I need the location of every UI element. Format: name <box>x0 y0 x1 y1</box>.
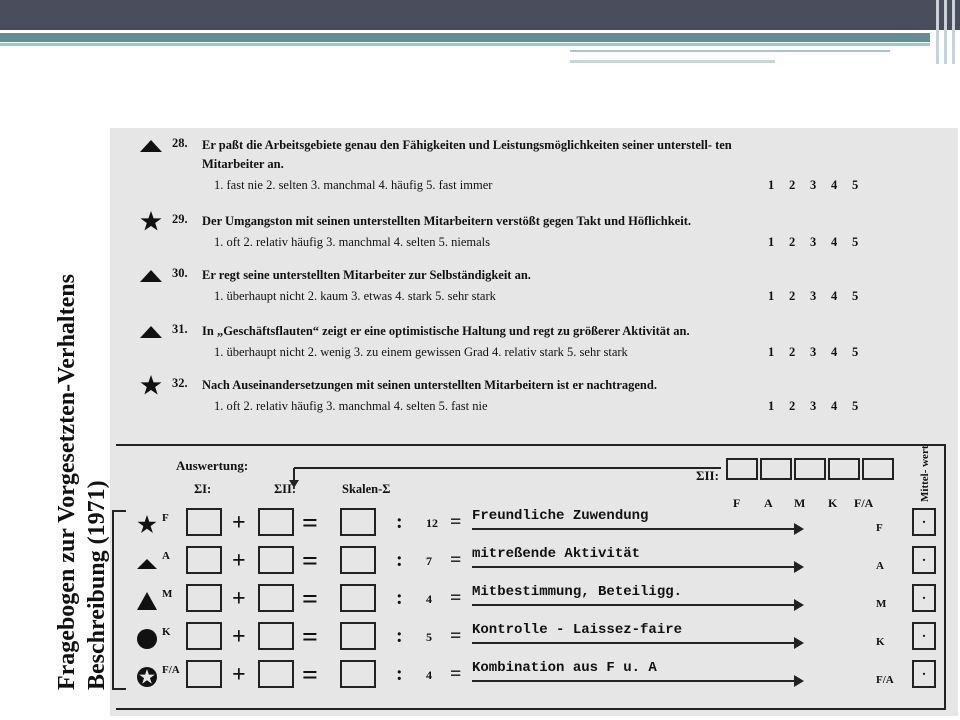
scale-value: 2 <box>789 289 796 303</box>
equals-sign: = <box>302 660 318 691</box>
mean-value-box: . <box>912 622 936 650</box>
family-header-k: K <box>828 496 838 510</box>
scale-value: 4 <box>831 289 838 303</box>
triangle-flat-icon <box>138 264 164 286</box>
slide-title <box>52 110 112 690</box>
col-sum-i-header: ΣI: <box>194 482 212 496</box>
question-options: 1. überhaupt nicht 2. wenig 3. zu einem gewissen Grad 4. relativ stark 5. sehr stark <box>214 345 628 359</box>
question-options: 1. fast nie 2. selten 3. manchmal 4. häufig 5. fast immer <box>214 178 493 192</box>
evaluation-row-m <box>116 584 942 620</box>
circle-star-icon <box>136 666 158 688</box>
question-29 <box>110 208 958 268</box>
equals-sign: = <box>302 622 318 653</box>
evaluation-box <box>116 444 946 710</box>
question-text: Nach Auseinandersetzungen mit seinen unterstellten Mitarbeitern ist er nachtragend. <box>202 378 657 392</box>
evaluation-row-f <box>116 508 942 544</box>
question-scale <box>768 345 873 360</box>
sum-ii-box <box>726 458 758 480</box>
family-header-f: F <box>733 496 741 510</box>
equals-sign: = <box>450 511 462 533</box>
row-label: F <box>876 522 883 534</box>
question-scale <box>768 178 873 193</box>
sum-ii-box <box>862 458 894 480</box>
question-text: Er regt seine unterstellten Mitarbeiter zur Selbständigkeit an. <box>202 268 531 282</box>
scale-value: 4 <box>831 345 838 359</box>
mean-value-box: . <box>912 660 936 688</box>
mean-value-box: . <box>912 584 936 612</box>
scale-value: 4 <box>831 235 838 249</box>
plus-sign: + <box>232 624 246 650</box>
row-code: F <box>162 512 169 524</box>
sum-ii-row-box <box>258 660 294 688</box>
family-header-m: M <box>794 496 806 510</box>
question-options: 1. überhaupt nicht 2. kaum 3. etwas 4. stark 5. sehr stark <box>214 289 496 303</box>
col-skalen-header: Skalen-Σ <box>342 482 391 496</box>
question-text: Er paßt die Arbeitsgebiete genau den Fähigkeiten und Leistungsmöglichkeiten seiner unterstell- ten Mitarbeiter an. <box>202 138 732 171</box>
sum-ii-box <box>828 458 860 480</box>
slide-accent-subline <box>570 50 890 52</box>
division-sign: : <box>396 663 403 685</box>
mittelwert-header <box>906 445 942 510</box>
row-code: K <box>162 626 171 638</box>
skalen-sum-box <box>340 584 376 612</box>
skalen-sum-box <box>340 660 376 688</box>
scale-value: 4 <box>831 178 838 192</box>
sum-i-box <box>186 584 222 612</box>
equals-sign: = <box>302 584 318 615</box>
question-31 <box>110 318 958 378</box>
scale-value: 3 <box>810 399 817 413</box>
scale-value: 5 <box>852 345 859 359</box>
plus-sign: + <box>232 510 246 536</box>
arrow-right-icon <box>472 566 802 568</box>
star-icon <box>138 210 164 232</box>
slide-accent-bar <box>0 33 930 42</box>
slide-accent-subline-2 <box>570 60 775 63</box>
question-scale <box>768 399 873 414</box>
col-sum-ii-header: ΣII: <box>274 482 297 496</box>
mean-value-box: . <box>912 546 936 574</box>
arrow-right-icon <box>472 680 802 682</box>
equals-sign: = <box>450 625 462 647</box>
triangle-flat-icon <box>136 552 158 574</box>
question-30 <box>110 262 958 322</box>
arrow-right-icon <box>472 604 802 606</box>
scale-name: Mitbestimmung, Beteiligg. <box>472 584 683 600</box>
mittelwert-label: Mittel- wert <box>919 445 931 502</box>
scale-value: 1 <box>768 399 775 413</box>
scale-value: 5 <box>852 289 859 303</box>
star-icon <box>138 374 164 396</box>
row-code: M <box>162 588 173 600</box>
division-sign: : <box>396 549 403 571</box>
plus-sign: + <box>232 586 246 612</box>
scanned-questionnaire <box>110 128 958 716</box>
question-scale <box>768 289 873 304</box>
sum-ii-row-box <box>258 508 294 536</box>
mean-value-box: . <box>912 508 936 536</box>
slide-accent-line <box>0 43 930 46</box>
scale-name: Freundliche Zuwendung <box>472 508 649 524</box>
skalen-sum-box <box>340 546 376 574</box>
evaluation-row-a <box>116 546 942 582</box>
sum-ii-label: ΣII: <box>696 468 719 483</box>
sum-i-box <box>186 546 222 574</box>
row-label: M <box>876 598 887 610</box>
item-count: 7 <box>426 554 432 568</box>
item-count: 4 <box>426 668 432 682</box>
sum-ii-box <box>760 458 792 480</box>
scale-value: 2 <box>789 345 796 359</box>
equals-sign: = <box>302 508 318 539</box>
row-code: F/A <box>162 664 180 676</box>
equals-sign: = <box>302 546 318 577</box>
arrow-right-icon <box>472 528 802 530</box>
sum-i-box <box>186 660 222 688</box>
scale-value: 2 <box>789 235 796 249</box>
question-options: 1. oft 2. relativ häufig 3. manchmal 4. selten 5. fast nie <box>214 399 488 413</box>
sum-ii-row-box <box>258 584 294 612</box>
question-28 <box>110 132 958 192</box>
scale-value: 1 <box>768 235 775 249</box>
item-count: 4 <box>426 592 432 606</box>
scale-value: 3 <box>810 289 817 303</box>
scale-value: 2 <box>789 178 796 192</box>
sum-ii-row-box <box>258 546 294 574</box>
scale-value: 5 <box>852 178 859 192</box>
division-sign: : <box>396 587 403 609</box>
question-number: 31. <box>172 322 188 336</box>
equals-sign: = <box>450 663 462 685</box>
circle-icon <box>136 628 158 650</box>
scale-value: 4 <box>831 399 838 413</box>
scale-name: Kontrolle - Laissez-faire <box>472 622 683 638</box>
scale-name: Kombination aus F u. A <box>472 660 657 676</box>
question-number: 30. <box>172 266 188 280</box>
question-number: 28. <box>172 136 188 150</box>
triangle-flat-icon <box>138 134 164 156</box>
evaluation-row-k <box>116 622 942 658</box>
question-scale <box>768 235 873 250</box>
plus-sign: + <box>232 548 246 574</box>
triangle-tall-icon <box>136 590 158 612</box>
skalen-sum-box <box>340 622 376 650</box>
question-text: In „Geschäftsflauten“ zeigt er eine optimistische Haltung und regt zu größerer Aktivität an. <box>202 324 690 338</box>
item-count: 12 <box>426 516 438 530</box>
arrow-right-icon <box>472 642 802 644</box>
evaluation-row-fa <box>116 660 942 696</box>
row-label: F/A <box>876 674 894 686</box>
scale-value: 1 <box>768 178 775 192</box>
scale-value: 2 <box>789 399 796 413</box>
question-number: 32. <box>172 376 188 390</box>
equals-sign: = <box>450 587 462 609</box>
slide-corner-stripes <box>932 0 960 64</box>
scale-value: 5 <box>852 399 859 413</box>
item-count: 5 <box>426 630 432 644</box>
star-icon <box>136 514 158 536</box>
scale-value: 3 <box>810 178 817 192</box>
evaluation-title: Auswertung: <box>176 458 249 473</box>
question-number: 29. <box>172 212 188 226</box>
question-options: 1. oft 2. relativ häufig 3. manchmal 4. selten 5. niemals <box>214 235 490 249</box>
scale-value: 1 <box>768 345 775 359</box>
scale-value: 5 <box>852 235 859 249</box>
sum-ii-box <box>794 458 826 480</box>
sum-i-box <box>186 622 222 650</box>
question-32 <box>110 372 958 432</box>
scale-value: 1 <box>768 289 775 303</box>
division-sign: : <box>396 625 403 647</box>
slide-title-line-2: Beschreibung (1971) <box>84 480 110 690</box>
question-text: Der Umgangston mit seinen unterstellten Mitarbeitern verstößt gegen Takt und Höflichkeit. <box>202 214 691 228</box>
plus-sign: + <box>232 662 246 688</box>
family-header-fa: F/A <box>854 496 874 510</box>
scale-value: 3 <box>810 235 817 249</box>
skalen-sum-box <box>340 508 376 536</box>
family-header-a: A <box>764 496 773 510</box>
triangle-flat-icon <box>138 320 164 342</box>
sum-i-box <box>186 508 222 536</box>
scale-name: mitreßende Aktivität <box>472 546 641 562</box>
slide-top-bar <box>0 0 960 30</box>
equals-sign: = <box>450 549 462 571</box>
row-label: A <box>876 560 884 572</box>
sum-ii-row-box <box>258 622 294 650</box>
row-label: K <box>876 636 885 648</box>
division-sign: : <box>396 511 403 533</box>
slide-title-line-1: Fragebogen zur Vorgesetzten-Verhaltens <box>54 274 80 690</box>
scale-value: 3 <box>810 345 817 359</box>
row-code: A <box>162 550 170 562</box>
